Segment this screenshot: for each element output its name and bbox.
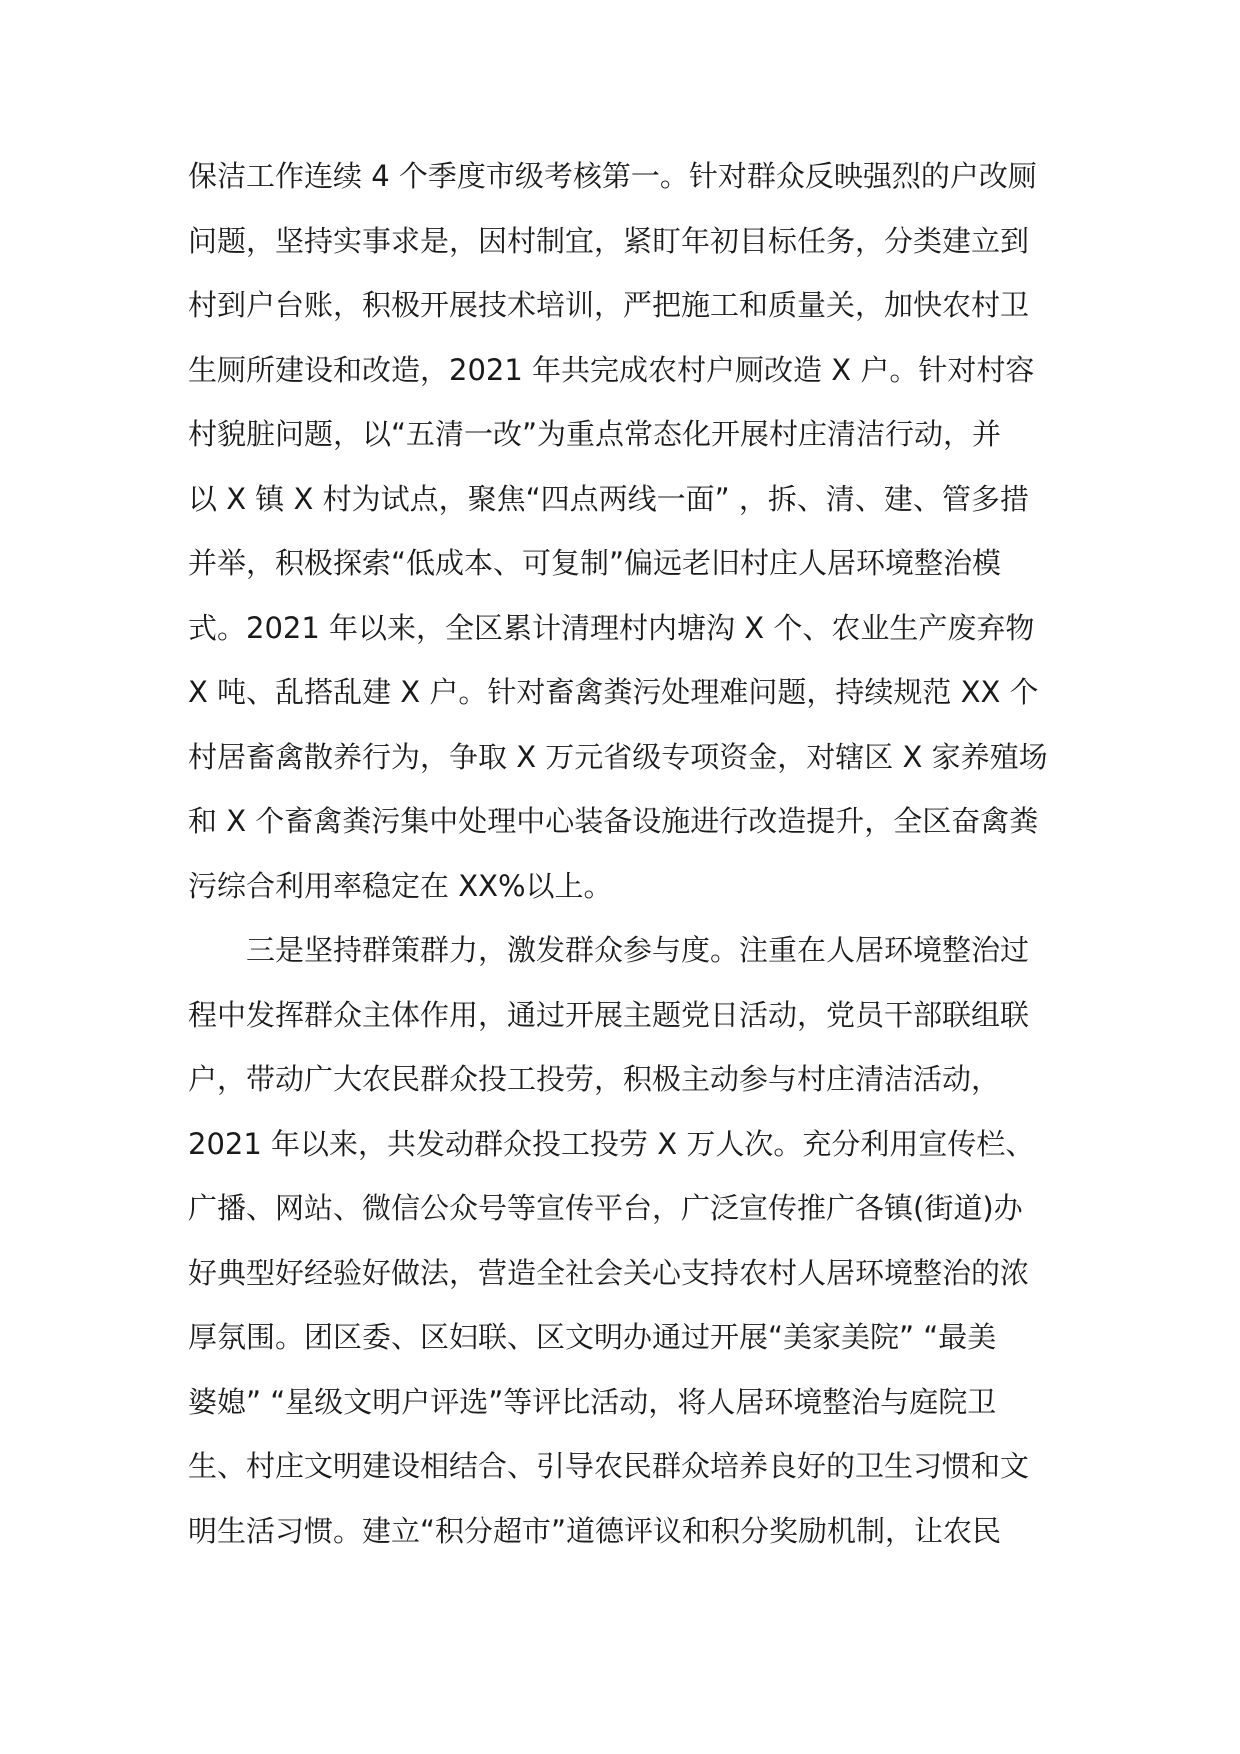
paragraph-line: 村貌脏问题，以“五清一改”为重点常态化开展村庄清洁行动，并	[188, 417, 1002, 451]
paragraph-line: 明生活习惯。建立“积分超市”道德评议和积分奖励机制，让农民	[188, 1513, 1002, 1548]
paragraph-line: 三是坚持群策群力，激发群众参与度。注重在人居环境整治过	[246, 933, 1030, 967]
paragraph-line: 村居畜禽散养行为，争取 X 万元省级专项资金，对辖区 X 家养殖场	[188, 739, 1048, 774]
paragraph-line: 以 X 镇 X 村为试点，聚焦“四点两线一面” ，拆、清、建、管多措	[188, 481, 1029, 516]
paragraph-line: 和 X 个畜禽粪污集中处理中心装备设施进行改造提升，全区奋禽粪	[188, 804, 1039, 838]
paragraph-line: 2021 年以来，共发动群众投工投劳 X 万人次。充分利用宣传栏、	[188, 1126, 1035, 1161]
paragraph-line: 生、村庄文明建设相结合、引导农民群众培养良好的卫生习惯和文	[188, 1449, 1030, 1483]
paragraph-line: 问题，坚持实事求是，因村制宜，紧盯年初目标任务，分类建立到	[188, 223, 1030, 258]
paragraph-line: 婆媳” “星级文明户评选”等评比活动，将人居环境整治与庭院卫	[188, 1384, 997, 1419]
paragraph-1	[188, 144, 1088, 918]
paragraph-line: X 吨、乱搭乱建 X 户。针对畜禽粪污处理难问题，持续规范 XX 个	[188, 675, 1039, 709]
paragraph-line: 并举，积极探索“低成本、可复制”偏远老旧村庄人居环境整治模	[188, 546, 1002, 580]
paragraph-line: 户，带动广大农民群众投工投劳，积极主动参与村庄清洁活动，	[188, 1062, 1001, 1096]
paragraph-line: 程中发挥群众主体作用，通过开展主题党日活动，党员干部联组联	[188, 997, 1030, 1032]
paragraph-line: 厚氛围。团区委、区妇联、区文明办通过开展“美家美院” “最美	[188, 1320, 997, 1354]
paragraph-line: 式。2021 年以来，全区累计清理村内塘沟 X 个、农业生产废弃物	[188, 610, 1035, 645]
paragraph-line: 村到户台账，积极开展技术培训，严把施工和质量关，加快农村卫	[188, 288, 1030, 322]
paragraph-2	[188, 918, 1088, 1563]
paragraph-line: 保洁工作连续 4 个季度市级考核第一。针对群众反映强烈的户改厕	[188, 159, 1037, 193]
paragraph-line: 广播、网站、微信公众号等宣传平台，广泛宣传推广各镇(街道)办	[188, 1191, 1023, 1225]
paragraph-line: 污综合利用率稳定在 XX%以上。	[188, 868, 613, 903]
paragraph-line: 生厕所建设和改造，2021 年共完成农村户厕改造 X 户。针对村容	[188, 352, 1035, 387]
paragraph-line: 好典型好经验好做法，营造全社会关心支持农村人居环境整治的浓	[188, 1255, 1030, 1290]
